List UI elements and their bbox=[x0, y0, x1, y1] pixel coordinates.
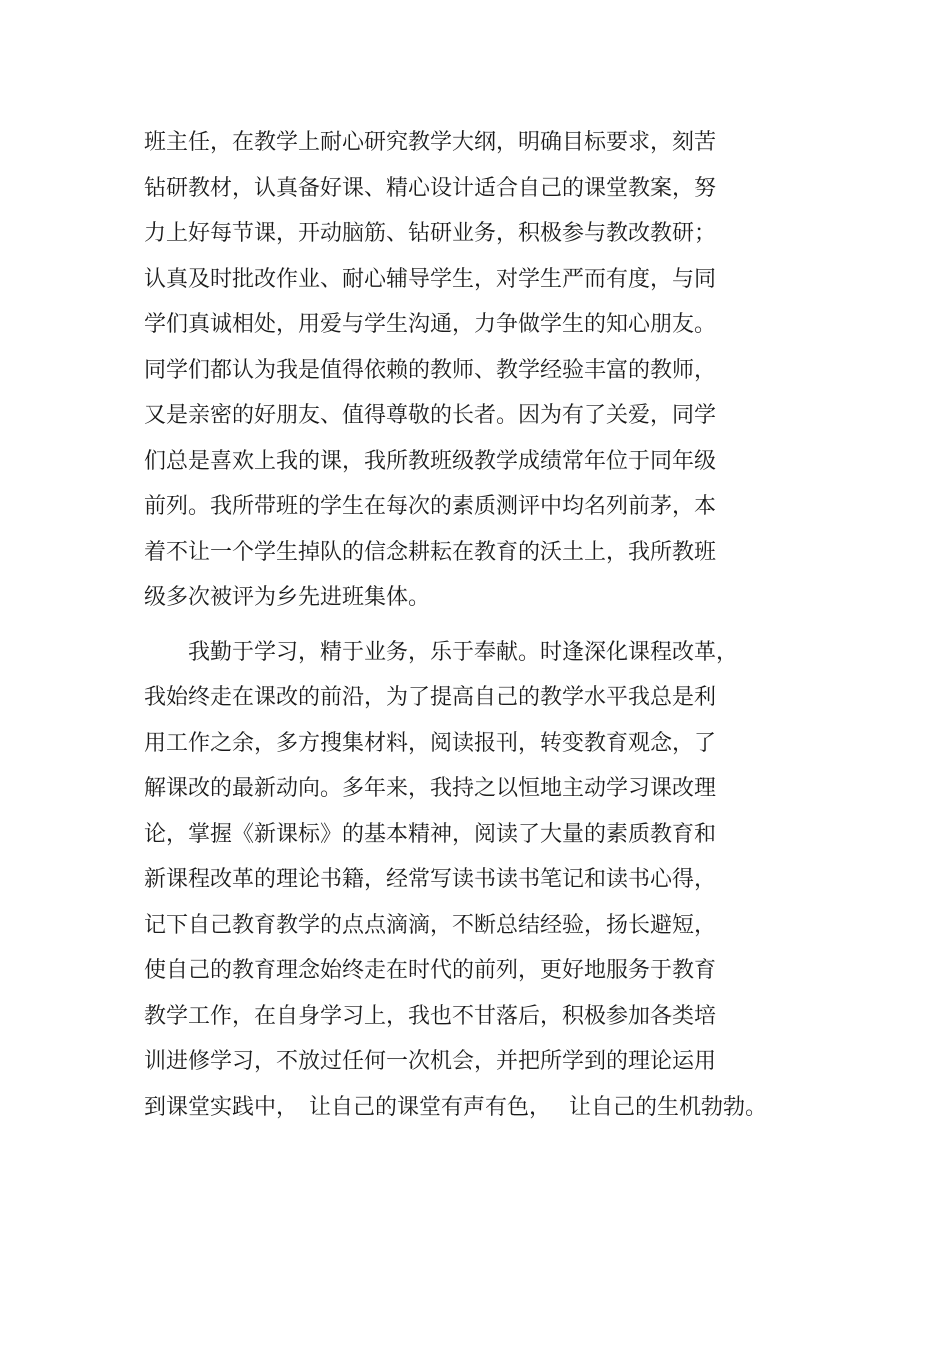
text-line: 级多次被评为乡先进班集体。 bbox=[144, 585, 431, 610]
text-line-first: 我勤于学习，精于业务，乐于奉献。时逢深化课程改革， bbox=[188, 639, 739, 665]
text-line: 新课程改革的理论书籍，经常写读书读书笔记和读书心得， bbox=[144, 867, 717, 892]
text-line: 班主任，在教学上耐心研究教学大纲，明确目标要求，刻苦 bbox=[144, 130, 717, 155]
text-line: 前列。我所带班的学生在每次的素质测评中均名列前茅，本 bbox=[144, 494, 717, 519]
document-body bbox=[144, 120, 804, 1130]
text-line: 又是亲密的好朋友、值得尊敬的长者。因为有了关爱，同学 bbox=[144, 403, 717, 428]
text-line: 教学工作，在自身学习上，我也不甘落后，积极参加各类培 bbox=[144, 1003, 717, 1029]
paragraph-spacer bbox=[144, 621, 804, 630]
text-line: 认真及时批改作业、耐心辅导学生，对学生严而有度，与同 bbox=[144, 266, 717, 292]
text-line: 们总是喜欢上我的课，我所教班级教学成绩常年位于同年级 bbox=[144, 448, 717, 474]
text-line: 钻研教材，认真备好课、精心设计适合自己的课堂教案，努 bbox=[144, 175, 717, 201]
text-line: 论，掌握《新课标》的基本精神，阅读了大量的素质教育和 bbox=[144, 821, 717, 847]
text-line-last: 到课堂实践中， 让自己的课堂有声有色， 让自己的生机勃勃。 bbox=[144, 1094, 767, 1120]
text-line: 用工作之余，多方搜集材料，阅读报刊，转变教育观念，了 bbox=[144, 730, 717, 756]
text-line: 训进修学习，不放过任何一次机会，并把所学到的理论运用 bbox=[144, 1049, 717, 1074]
text-line: 力上好每节课，开动脑筋、钻研业务，积极参与教改教研； bbox=[144, 221, 717, 246]
text-line: 解课改的最新动向。多年来，我持之以恒地主动学习课改理 bbox=[144, 776, 717, 801]
paragraph-2 bbox=[144, 630, 804, 1131]
paragraph-1 bbox=[144, 120, 804, 621]
text-line: 我始终走在课改的前沿，为了提高自己的教学水平我总是利 bbox=[144, 685, 717, 710]
text-line: 同学们都认为我是值得依赖的教师、教学经验丰富的教师， bbox=[144, 357, 717, 383]
text-line: 记下自己教育教学的点点滴滴，不断总结经验，扬长避短， bbox=[144, 912, 717, 938]
text-line: 学们真诚相处，用爱与学生沟通，力争做学生的知心朋友。 bbox=[144, 312, 717, 337]
text-line: 着不让一个学生掉队的信念耕耘在教育的沃土上，我所教班 bbox=[144, 539, 717, 565]
text-line: 使自己的教育理念始终走在时代的前列，更好地服务于教育 bbox=[144, 958, 717, 983]
